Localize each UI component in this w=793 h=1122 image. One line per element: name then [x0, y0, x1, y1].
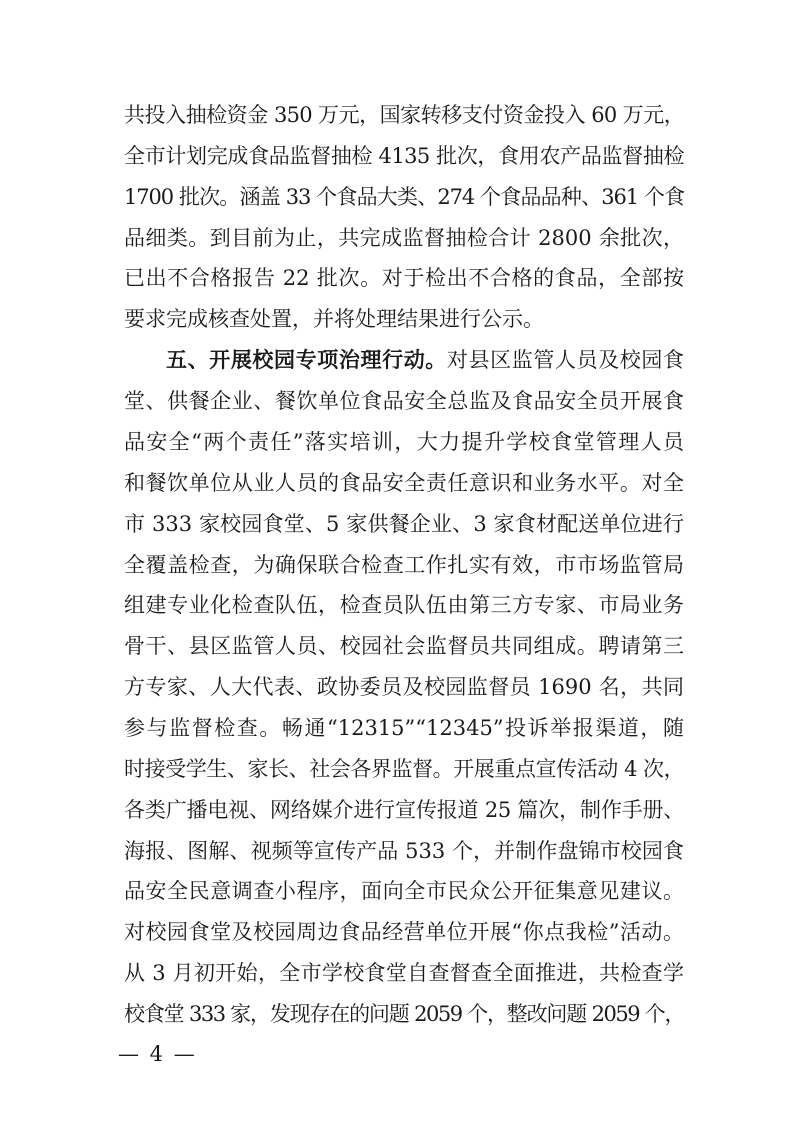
paragraph-line: 已出不合格报告 22 批次。对于检出不合格的食品，全部按	[124, 266, 684, 290]
paragraph-line: 各类广播电视、网络媒介进行宣传报道 25 篇次，制作手册、	[124, 798, 684, 822]
paragraph-line: 方专家、人大代表、政协委员及校园监督员 1690 名，共同	[124, 675, 684, 699]
paragraph-line: 共投入抽检资金 350 万元，国家转移支付资金投入 60 万元，	[124, 103, 684, 127]
paragraph-line: 参与监督检查。畅通“12315”“12345”投诉举报渠道，随	[124, 716, 684, 740]
paragraph-line: 市 333 家校园食堂、5 家供餐企业、3 家食材配送单位进行	[124, 512, 684, 536]
section-heading-line	[166, 346, 684, 374]
paragraph-line: 组建专业化检查队伍，检查员队伍由第三方专家、市局业务	[124, 593, 684, 617]
paragraph-line: 时接受学生、家长、社会各界监督。开展重点宣传活动 4 次，	[124, 757, 684, 781]
paragraph-line: 和餐饮单位从业人员的食品安全责任意识和业务水平。对全	[124, 471, 684, 495]
page-number: — 4 —	[118, 1042, 197, 1066]
paragraph-line: 对校园食堂及校园周边食品经营单位开展“你点我检”活动。	[124, 920, 684, 944]
paragraph-line: 1700 批次。涵盖 33 个食品大类、274 个食品品种、361 个食	[124, 185, 684, 209]
paragraph-line: 品安全“两个责任”落实培训，大力提升学校食堂管理人员	[124, 430, 684, 454]
paragraph-line: 校食堂 333 家，发现存在的问题 2059 个，整改问题 2059 个，	[124, 1002, 684, 1026]
paragraph-line: 品细类。到目前为止，共完成监督抽检合计 2800 余批次，	[124, 226, 684, 250]
paragraph-line: 全覆盖检查，为确保联合检查工作扎实有效，市市场监管局	[124, 553, 684, 577]
paragraph-line: 品安全民意调查小程序，面向全市民众公开征集意见建议。	[124, 879, 684, 903]
paragraph-line: 骨干、县区监管人员、校园社会监督员共同组成。聘请第三	[124, 634, 684, 658]
paragraph-line: 要求完成核查处置，并将处理结果进行公示。	[124, 307, 544, 331]
paragraph-line: 堂、供餐企业、餐饮单位食品安全总监及食品安全员开展食	[124, 389, 684, 413]
paragraph-line: 海报、图解、视频等宣传产品 533 个，并制作盘锦市校园食	[124, 839, 684, 863]
section-heading: 五、开展校园专项治理行动。	[166, 348, 447, 372]
paragraph-line: 全市计划完成食品监督抽检 4135 批次，食用农产品监督抽检	[124, 144, 684, 168]
paragraph-line: 从 3 月初开始，全市学校食堂自查督查全面推进，共检查学	[124, 961, 684, 985]
section-heading-rest: 对县区监管人员及校园食	[446, 348, 685, 372]
